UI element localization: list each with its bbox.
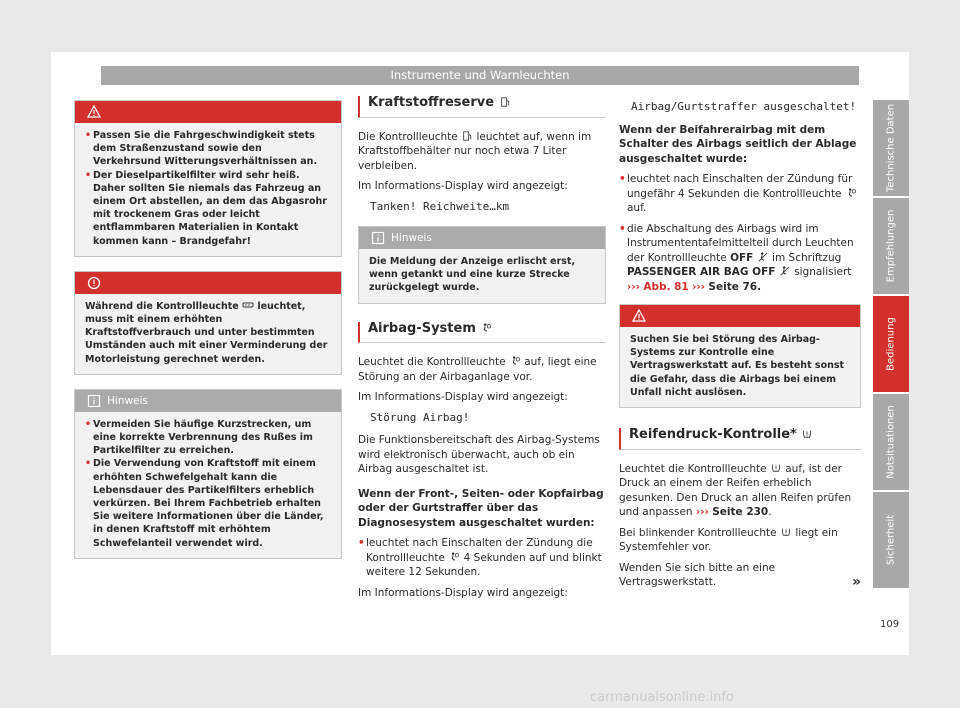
section-heading-kraftstoffreserve: Kraftstoffreserve — [358, 96, 606, 118]
page-link[interactable]: Seite 76. — [708, 280, 762, 293]
sidebar-tab-empfehlungen[interactable]: Empfehlungen — [873, 198, 909, 294]
tire-pressure-icon — [780, 527, 792, 537]
section-heading-airbag: Airbag-System — [358, 322, 606, 344]
continue-arrow: » — [851, 574, 861, 591]
airbag-icon — [480, 323, 492, 333]
display-message: Airbag/Gurtstraffer ausgeschaltet! — [631, 100, 857, 113]
section-heading-reifendruck: Reifendruck-Kontrolle* — [619, 428, 861, 450]
achtung-box: ACHTUNG Suchen Sie bei Störung des Airbag-Systems zur Kontrolle eine Vertragswerkstatt auf. Es besteht sonst die Gefahr, dass die Airbags bei einem Unfall nicht auslösen. — [619, 304, 861, 408]
hinweis-box — [74, 389, 342, 559]
list-item: • Passen Sie die Fahrgeschwindigkeit stets dem Straßenzustand sowie den Verkehrsund Witterungsverhältnissen an. — [85, 129, 331, 169]
warning-icon — [87, 105, 101, 119]
achtung-box — [74, 100, 342, 257]
list-item: • Die Verwendung von Kraftstoff mit einem erhöhten Schwefelgehalt kann die Lebensdauer des Partikelfilters erheblich verkürzen. Bei Ihrem Fachbetrieb erhalten Sie weitere Informationen über die Länder, in denen Kraftstoff mit erhöhtem Schwefelanteil verwendet wird. — [85, 457, 331, 549]
sidebar-tab-technische-daten[interactable]: Technische Daten — [873, 100, 909, 196]
sidebar-tab-bedienung[interactable]: Bedienung — [873, 296, 909, 392]
fuel-pump-icon — [461, 131, 473, 141]
list-item: • leuchtet nach Einschalten der Zündung die Kontrollleuchte 4 Sekunden auf und blinkt weitere 12 Sekunden. — [358, 536, 606, 580]
sidebar-tab-sicherheit[interactable]: Sicherheit — [873, 492, 909, 588]
hinweis-box: Hinweis Die Meldung der Anzeige erlischt erst, wenn getankt und eine kurze Strecke zurückgelegt wurde. — [358, 226, 606, 304]
caution-icon — [87, 276, 101, 290]
fuel-pump-icon — [499, 97, 511, 107]
list-item: • leuchtet nach Einschalten der Zündung für ungefähr 4 Sekunden die Kontrollleuchte auf. — [619, 172, 861, 216]
page-number: 109 — [880, 619, 900, 630]
display-message: Störung Airbag! — [370, 410, 470, 424]
particle-filter-icon — [242, 300, 254, 310]
warning-icon — [632, 309, 646, 323]
info-icon — [371, 231, 385, 245]
hinweis-title: Hinweis — [107, 394, 148, 407]
sidebar-tab-notsituationen[interactable]: Notsituationen — [873, 394, 909, 490]
column-1 — [74, 100, 342, 573]
airbag-icon — [845, 188, 857, 198]
airbag-off-icon — [779, 266, 791, 276]
airbag-icon — [509, 356, 521, 366]
figure-link[interactable]: Abb. 81 — [643, 280, 689, 293]
vorsicht-box: VORSICHT Während die Kontrollleuchte leuchtet, muss mit einem erhöhten Kraftstoffverbrauch und unter bestimmten Umständen auch mit einer Verminderung der Motorleistung gerechnet werden. — [74, 271, 342, 375]
tire-pressure-icon — [770, 463, 782, 473]
column-3: Airbag/Gurtstraffer ausgeschaltet! Wenn der Beifahrerairbag mit dem Schalter des Airbags seitlich der Ablage ausgeschaltet wurde: • leuchtet nach Einschalten der Zündung für ungefähr 4 Sekunden die Kontrollleuchte auf. • die Abschaltung des Airbags wird im Instrumententafelmittelteil durch Leuchten der Kontrollleuchte OFF im Schriftzug PASSENGER AIR BAG OFF signalisiert ››› Abb. 81 ››› Seite 76. ACHTUNG Suchen Sie bei Störung des Airbag-Systems zur Kontrolle eine Vertragswerkstatt auf. Es besteht sonst die Gefahr, dass die Airbags bei einem Unfall nicht auslösen. Reifendruck-Kontrolle* Leuchtet die Kontrollleuchte auf, ist der Druck an einem der Reifen erheblich gesunken. Den Druck an allen Reifen prüfen und anpassen ››› Seite 230. Bei blinkender Kontrollleuchte liegt ein Systemfehler vor. Wenden Sie sich bitte an eine Vertragswerkstatt. » — [619, 96, 861, 596]
achtung-title: ACHTUNG — [107, 105, 160, 118]
airbag-icon — [448, 552, 460, 562]
page-header: Instrumente und Warnleuchten — [101, 66, 859, 85]
display-message: Tanken! Reichweite…km — [370, 199, 510, 213]
watermark: carmanualsonline.info — [590, 690, 734, 705]
info-icon — [87, 394, 101, 408]
page-link[interactable]: Seite 230 — [712, 506, 769, 519]
vorsicht-title: VORSICHT — [107, 276, 161, 289]
list-item: • Der Dieselpartikelfilter wird sehr heiß. Daher sollten Sie niemals das Fahrzeug an einem Ort abstellen, an dem das Abgasrohr mit trockenem Gras oder leicht entflammbaren Materialien in Kontakt kommen kann – Brandgefahr! — [85, 169, 331, 248]
airbag-off-icon — [757, 252, 769, 262]
list-item: • die Abschaltung des Airbags wird im Instrumententafelmittelteil durch Leuchten der Kontrollleuchte OFF im Schriftzug PASSENGER AIR BAG OFF signalisiert ››› Abb. 81 ››› Seite 76. — [619, 222, 861, 295]
column-2: Kraftstoffreserve Die Kontrollleuchte leuchtet auf, wenn im Kraftstoffbehälter nur noch etwa 7 Liter verbleiben. Im Informations-Display wird angezeigt: Tanken! Reichweite…km Hinweis Die Meldung der Anzeige erlischt erst, wenn getankt und eine kurze Strecke zurückgelegt wurde. Airbag-System Leuchtet die Kontrollleuchte auf, liegt eine Störung an der Airbaganlage vor. Im Informations-Display wird angezeigt: Störung Airbag! Die Funktionsbereitschaft des Airbag-Systems wird elektronisch überwacht, auch ob ein Airbag ausgeschaltet ist. Wenn der Front-, Seiten- oder Kopfairbag oder der Gurtstraffer über das Diagnosesystem ausgeschaltet wurden: • leuchtet nach Einschalten der Zündung die Kontrollleuchte 4 Sekunden auf und blinkt weitere 12 Sekunden. Im Informations-Display wird angezeigt: — [358, 96, 606, 606]
tire-pressure-icon — [801, 429, 813, 439]
list-item: • Vermeiden Sie häufige Kurzstrecken, um eine korrekte Verbrennung des Rußes im Partikelfilter zu erreichen. — [85, 418, 331, 458]
